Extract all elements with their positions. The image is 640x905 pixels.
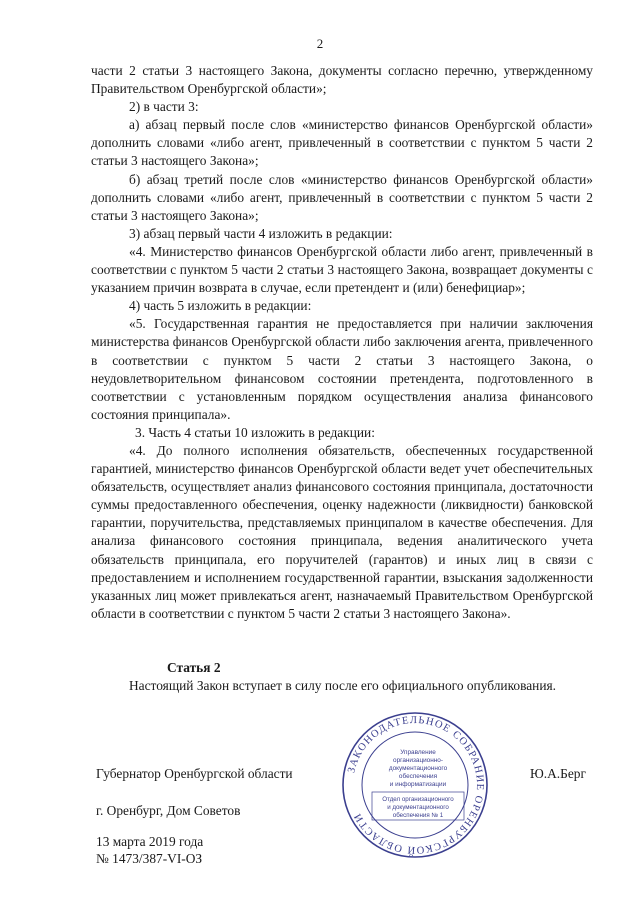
signing-place: г. Оренбург, Дом Советов (96, 803, 241, 818)
paragraph: части 2 статьи 3 настоящего Закона, документы согласно перечню, утвержденному Правительством Оренбургской области»; (91, 63, 593, 97)
article-heading: Статья 2 (167, 660, 221, 675)
official-seal (340, 710, 490, 860)
page-number: 2 (316, 36, 324, 51)
article-2 (91, 659, 593, 695)
paragraph: 4) часть 5 изложить в редакции: (129, 298, 312, 314)
seal-center-line: Управление (400, 749, 436, 756)
paragraph: «5. Государственная гарантия не предоставляется при наличии заключения министерства финансов Оренбургской области либо заключения агента, привлеченного в соответствии с пунктом 5 части 2 статьи 3 настоящего Закона, о неудовлетворительном финансовом состоянии претендента, подготовленного в соответствии с установленным порядком осуществления анализа финансового состояния принципала». (91, 316, 593, 422)
paragraph: «4. Министерство финансов Оренбургской области либо агент, привлеченный в соответствии с пунктом 5 части 2 статьи 3 настоящего Закона, возвращает документы с указанием причин возврата в случае, если претендент и (или) бенефициар»; (91, 243, 593, 296)
seal-center-line: организационно- (393, 757, 443, 764)
paragraph: 3. Часть 4 статьи 10 изложить в редакции: (135, 424, 375, 440)
paragraph: 3) абзац первый части 4 изложить в редакции: (129, 225, 393, 241)
document-body (91, 62, 593, 623)
paragraph: «4. До полного исполнения обязательств, обеспеченных государственной гарантией, министерство финансов Оренбургской области ведет учет обеспечительных обязательств, осуществляет анализ финансового состояния принципала, достаточности суммы предоставленного обеспечения, оценку надежности (ликвидности) банковской гарантии, поручительства, представляемых принципалом в качестве обеспечения. Для анализа финансового состояния принципала, ведения аналитического учета обязательств принципала, его поручителей (гарантов) и иных лиц в связи с предоставлением и исполнением государственной гарантии, взыскания задолженности указанных лиц может привлекаться агент, назначаемый Правительством Оренбургской области в соответствии с пунктом 5 части 2 статьи 3 настоящего Закона». (91, 442, 593, 621)
seal-stamp-line: Отдел организационного (382, 796, 454, 803)
article-text: Настоящий Закон вступает в силу после его официального опубликования. (129, 678, 557, 694)
signatory-name: Ю.А.Берг (530, 766, 586, 781)
paragraph: 2) в части 3: (129, 99, 199, 115)
signing-date: 13 марта 2019 года (96, 834, 204, 849)
seal-center-line: и информатизации (389, 781, 447, 788)
seal-ring-text: ЗАКОНОДАТЕЛЬНОЕ СОБРАНИЕ ОРЕНБУРГСКОЙ ОБЛАСТИ (346, 714, 486, 856)
seal-center-line: документационного (388, 765, 448, 772)
paragraph: б) абзац третий после слов «министерство финансов Оренбургской области» дополнить словами «либо агент, привлеченный в соответствии с пунктом 5 части 2 статьи 3 настоящего Закона»; (91, 171, 593, 223)
paragraph: а) абзац первый после слов «министерство финансов Оренбургской области» дополнить словами «либо агент, привлеченный в соответствии с пунктом 5 части 2 статьи 3 настоящего Закона»; (91, 117, 593, 169)
seal-stamp-line: и документационного (387, 804, 449, 811)
seal-center-line: обеспечения (398, 773, 438, 780)
law-number: № 1473/387-VI-ОЗ (96, 851, 203, 866)
seal-stamp-line: обеспечения № 1 (392, 812, 444, 819)
signatory-role: Губернатор Оренбургской области (96, 766, 293, 781)
